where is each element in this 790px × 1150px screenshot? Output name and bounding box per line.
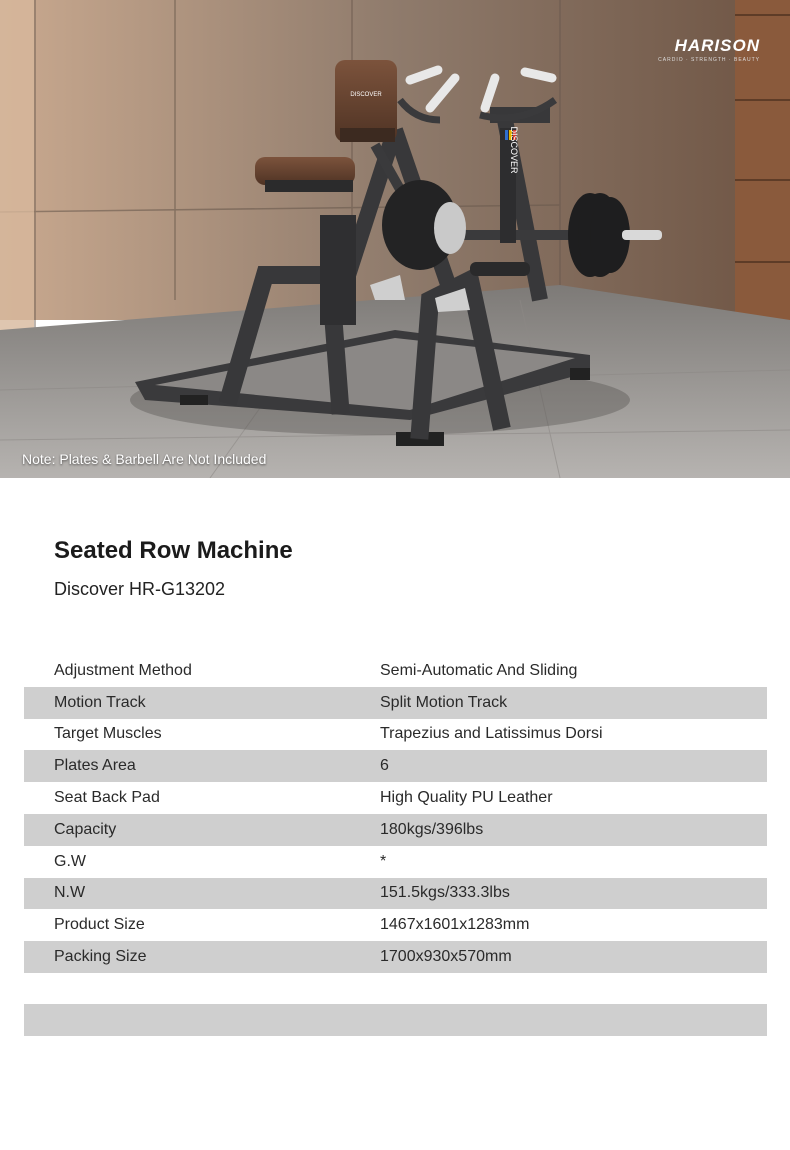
spec-row — [24, 655, 767, 687]
spec-label: Capacity — [54, 820, 117, 838]
footer-divider-bar — [24, 1004, 767, 1036]
spec-row — [24, 814, 767, 846]
pad-label: DISCOVER — [350, 92, 382, 98]
spec-row — [24, 878, 767, 910]
product-model: Discover HR-G13202 — [54, 579, 226, 599]
spec-table — [24, 655, 767, 973]
spec-label: Seat Back Pad — [54, 789, 160, 807]
spec-value: Trapezius and Latissimus Dorsi — [380, 725, 603, 743]
product-title: Seated Row Machine — [54, 537, 293, 564]
spec-row — [24, 750, 767, 782]
brand-logo — [658, 36, 760, 63]
spec-label: Target Muscles — [54, 725, 162, 743]
spec-row — [24, 782, 767, 814]
spec-value: 151.5kgs/333.3lbs — [380, 884, 510, 902]
spec-value: Semi-Automatic And Sliding — [380, 661, 578, 679]
spec-label: Adjustment Method — [54, 661, 192, 679]
spec-value: * — [380, 852, 387, 870]
spec-value: 1467x1601x1283mm — [380, 916, 530, 934]
spec-row — [24, 909, 767, 941]
product-hero-image — [0, 0, 790, 478]
machine-photo — [0, 0, 790, 478]
spec-value: Split Motion Track — [380, 693, 508, 711]
spec-row — [24, 687, 767, 719]
brand-name: HARISON — [674, 36, 760, 55]
post-label: DISCOVER — [509, 126, 519, 174]
spec-label: Plates Area — [54, 757, 136, 775]
spec-label: N.W — [54, 884, 86, 902]
spec-row — [24, 846, 767, 878]
spec-value: 1700x930x570mm — [380, 948, 512, 966]
image-note: Note: Plates & Barbell Are Not Included — [22, 451, 267, 467]
spec-label: G.W — [54, 852, 86, 870]
brand-tagline: CARDIO · STRENGTH · BEAUTY — [658, 57, 760, 63]
spec-row — [24, 719, 767, 751]
spec-label: Motion Track — [54, 693, 146, 711]
spec-value: 6 — [380, 757, 389, 775]
spec-label: Packing Size — [54, 948, 147, 966]
spec-value: High Quality PU Leather — [380, 789, 553, 807]
spec-value: 180kgs/396lbs — [380, 820, 484, 838]
spec-row — [24, 941, 767, 973]
spec-label: Product Size — [54, 916, 145, 934]
